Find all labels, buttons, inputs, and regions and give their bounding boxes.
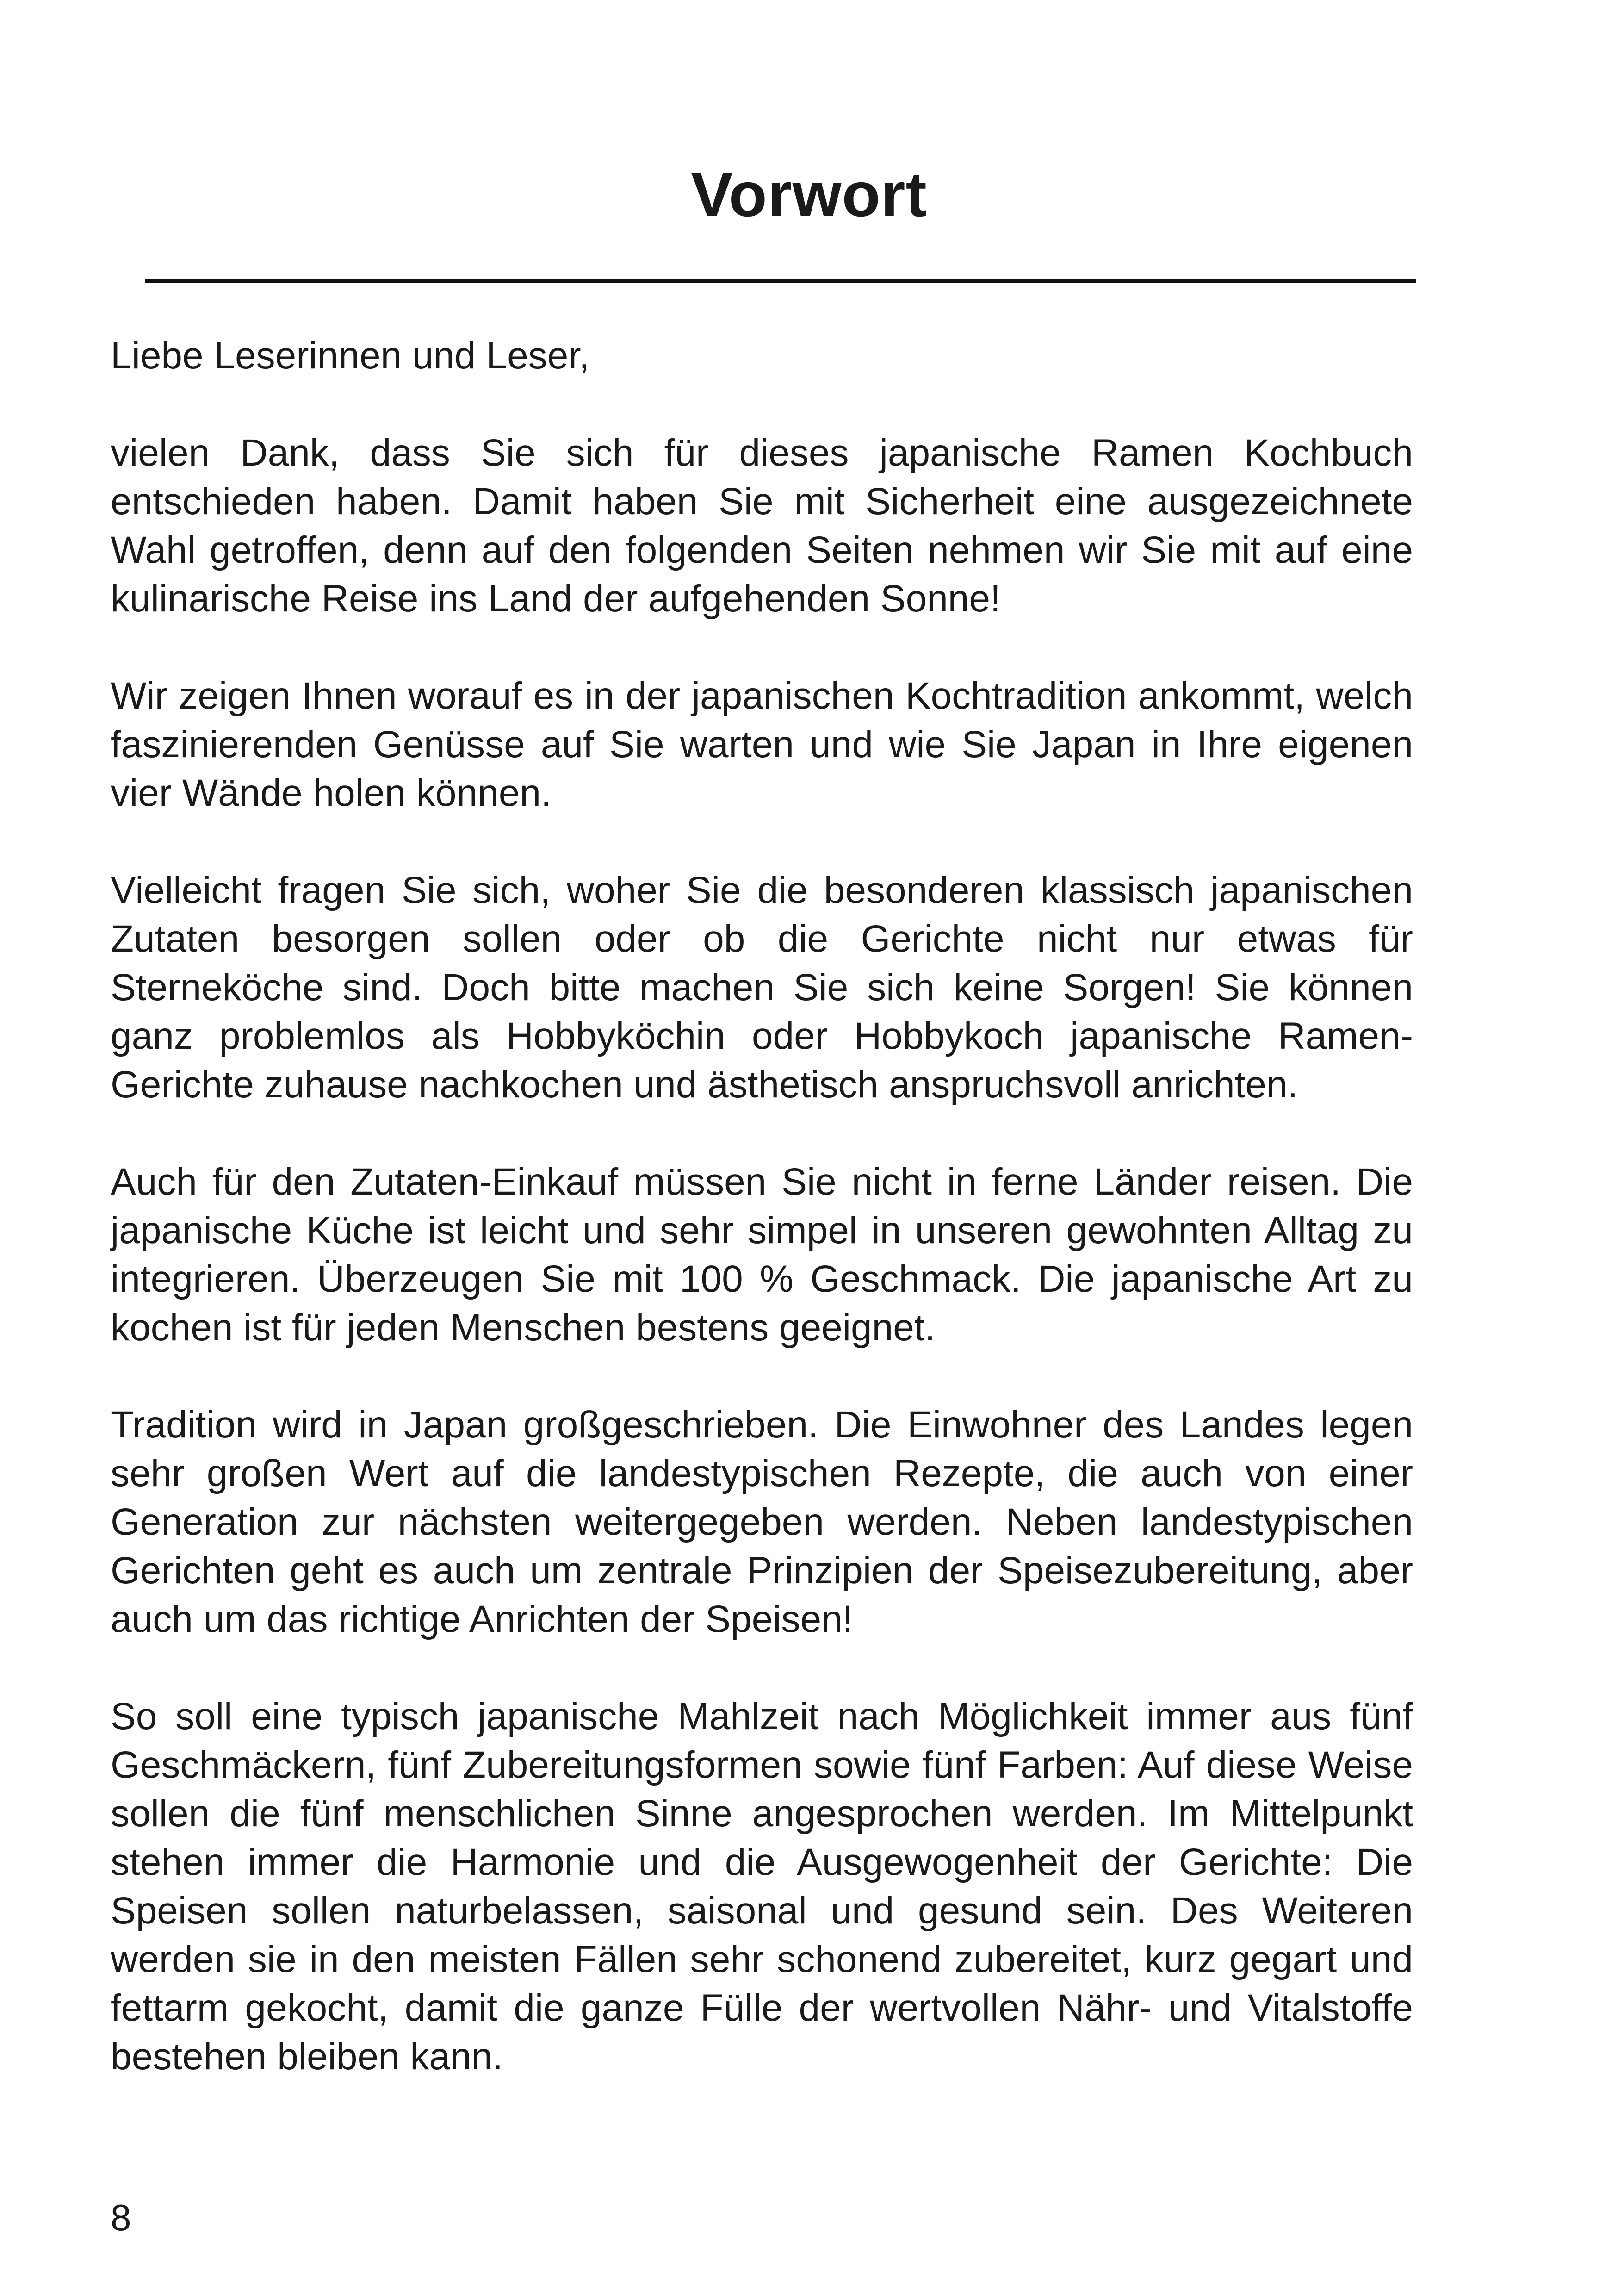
page-title: Vorwort xyxy=(691,159,927,230)
paragraph-3: Vielleicht fragen Sie sich, woher Sie die besonderen klassisch japanischen Zutaten besorgen sollen oder ob die Gerichte nicht nur etwas für Sterneköche sind. Doch bitte machen Sie sich keine Sorgen! Sie können ganz problemlos als Hobbyköchin oder Hobbykoch japanische Ramen-Gerichte zuhause nachkochen und ästhetisch anspruchsvoll anrichten. xyxy=(111,869,1413,1106)
paragraph-4: Auch für den Zutaten-Einkauf müssen Sie nicht in ferne Länder reisen. Die japanische Küche ist leicht und sehr simpel in unseren gewohnten Alltag zu integrieren. Überzeugen Sie mit 100 % Geschmack. Die japanische Art zu kochen ist für jeden Menschen bestens geeignet. xyxy=(111,1161,1413,1349)
salutation: Liebe Leserinnen und Leser, xyxy=(111,335,589,377)
paragraph-2: Wir zeigen Ihnen worauf es in der japanischen Kochtradition ankommt, welch faszinierenden Genüsse auf Sie warten und wie Sie Japan in Ihre eigenen vier Wände holen können. xyxy=(111,675,1413,814)
paragraph-1: vielen Dank, dass Sie sich für dieses japanische Ramen Kochbuch entschieden haben. Damit haben Sie mit Sicherheit eine ausgezeichnete Wahl getroffen, denn auf den folgenden Seiten nehmen wir Sie mit auf eine kulinarische Reise ins Land der aufgehenden Sonne! xyxy=(111,432,1413,620)
body-text xyxy=(111,331,1413,2081)
page-number: 8 xyxy=(111,2197,131,2238)
paragraph-5: Tradition wird in Japan großgeschrieben. Die Einwohner des Landes legen sehr großen Wert auf die landestypischen Rezepte, die auch von einer Generation zur nächsten weitergegeben werden. Neben landestypischen Gerichten geht es auch um zentrale Prinzipien der Speisezubereitung, aber auch um das richtige Anrichten der Speisen! xyxy=(111,1404,1413,1640)
paragraph-6: So soll eine typisch japanische Mahlzeit nach Möglichkeit immer aus fünf Geschmäckern, fünf Zubereitungsformen sowie fünf Farben: Auf diese Weise sollen die fünf menschlichen Sinne angesprochen werden. Im Mittelpunkt stehen immer die Harmonie und die Ausgewogenheit der Gerichte: Die Speisen sollen naturbelassen, saisonal und gesund sein. Des Weiteren werden sie in den meisten Fällen sehr schonend zubereitet, kurz gegart und fettarm gekocht, damit die ganze Fülle der wertvollen Nähr- und Vitalstoffe bestehen bleiben kann. xyxy=(111,1695,1413,2078)
title-divider xyxy=(145,279,1416,283)
